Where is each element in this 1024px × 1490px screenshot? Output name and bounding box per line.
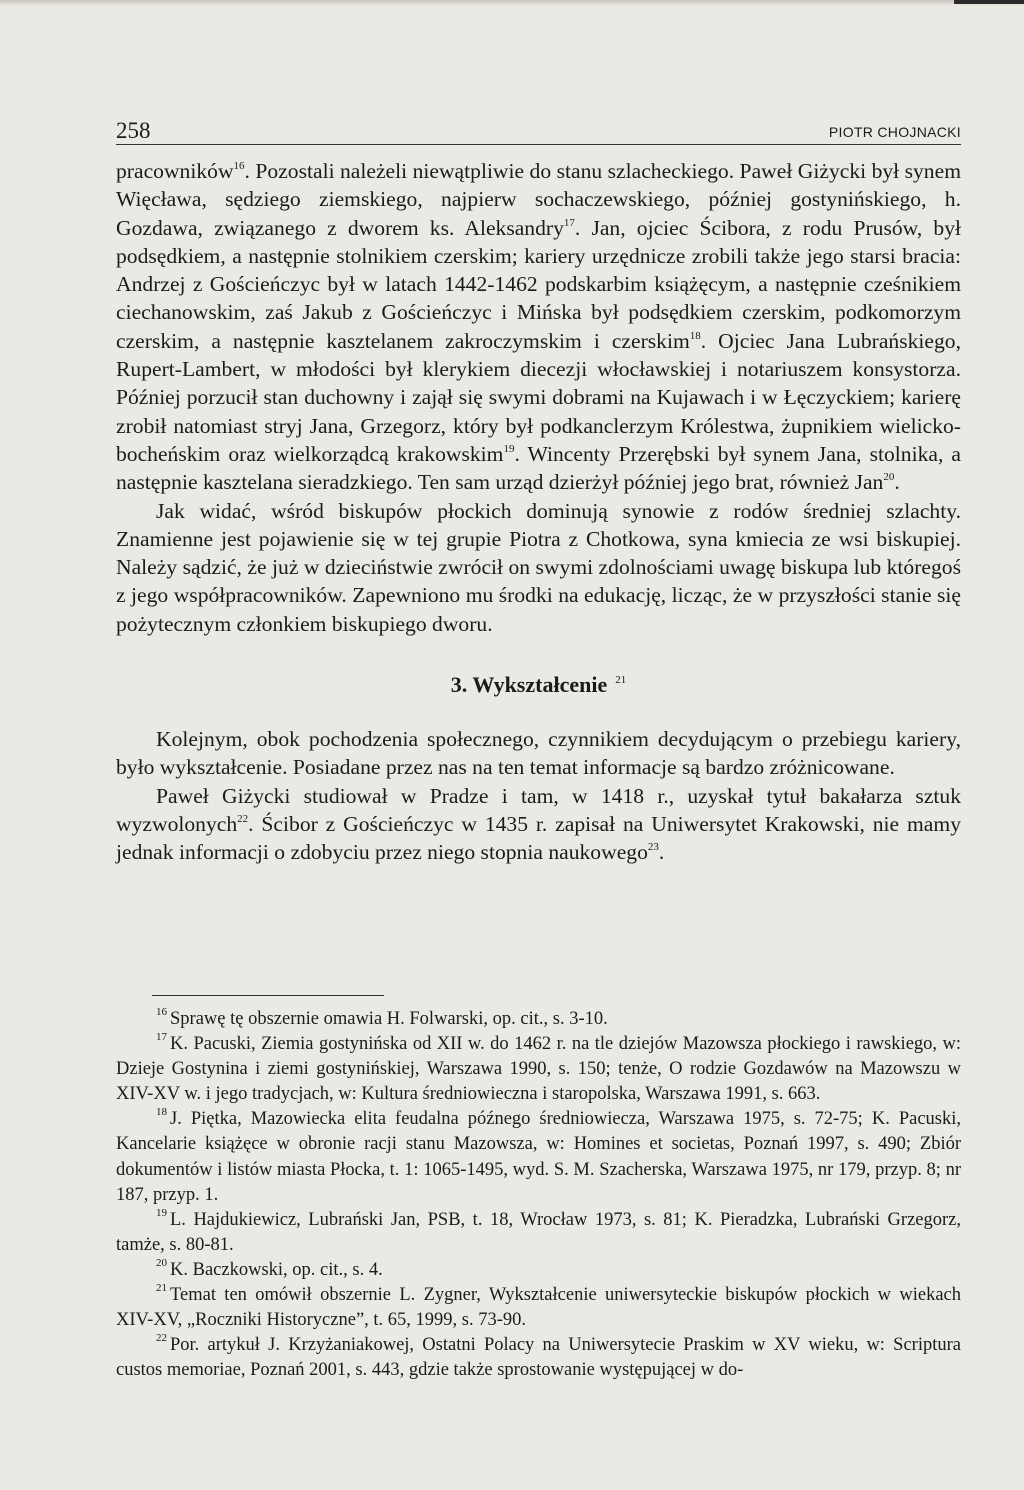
main-text [116,157,961,867]
footnote-text: J. Piętka, Mazowiecka elita feudalna późnego średniowiecza, Warszawa 1975, s. 72-75; K. Pacuski, Kancelarie książęce w obronie racji stanu Mazowsza, w: Homines et societas, Poznań 1997, s. 490; Zbiór dokumentów i listów miasta Płocka, t. 1: 1065-1495, wyd. S. M. Szacherska, Warszawa 1975, nr 179, przyp. 8; nr 187, przyp. 1. [116,1109,961,1205]
footnote-text: L. Hajdukiewicz, Lubrański Jan, PSB, t. 18, Wrocław 1973, s. 81; K. Pieradzka, Lubrański Grzegorz, tamże, s. 80-81. [116,1209,961,1255]
page-number: 258 [116,118,151,143]
footnote-number: 21 [156,1282,167,1295]
footnote-number: 16 [156,1006,167,1018]
footnote-number: 19 [156,1206,167,1219]
text-run: . [894,470,900,495]
footnote-text: K. Baczkowski, op. cit., s. 4. [170,1259,383,1280]
footnote-ref-23: 23 [647,841,659,854]
page-header [116,118,961,146]
footnote-text: Sprawę tę obszernie omawia H. Folwarski, op. cit., s. 3-10. [170,1009,608,1029]
header-rule [116,144,961,145]
footnote-ref-17: 17 [563,216,575,229]
footnote [116,1258,961,1283]
running-head: PIOTR CHOJNACKI [828,124,961,140]
paragraph-1 [116,157,961,497]
paragraph-4 [116,782,961,867]
footnote-ref-20: 20 [883,471,895,484]
section-title: 3. Wykształcenie [450,672,608,698]
footnote [116,1283,961,1333]
footnote-text: Por. artykuł J. Krzyżaniakowej, Ostatni Polacy na Uniwersytecie Praskim w XV wieku, w: Scriptura custos memoriae, Poznań 2001, s. 443, gdzie także sprostowanie występującej w do- [116,1335,961,1381]
text-run: . [658,840,665,865]
text-run: pracowników [116,159,234,183]
paragraph-2: Jak widać, wśród biskupów płockich dominują synowie z rodów średniej szlachty. Znamienne jest pojawienie się w tej grupie Piotra z Chotkowa, syna kmiecia ze wsi biskupiej. Należy sądzić, że już w dzieciństwie zwrócił on swymi zdolnościami uwagę biskupa lub któregoś z jego współpracowników. Zapewniono mu środki na edukację, licząc, że w przyszłości stanie się pożytecznym członkiem biskupiego dworu. [116,498,961,636]
text-run: Paweł Giżycki studiował w Pradze i tam, w 1418 r., uzyskał tytuł bakałarza sztuk wyzwolonych [116,783,961,836]
scan-edge-mark [954,0,1024,4]
footnotes [116,1007,961,1383]
text-run: . Wincenty Przerębski był synem Jana, stolnika, a następnie kasztelana sieradzkiego. Ten sam urząd dzierżył później jego brat, również Jan [116,441,961,495]
text-run: . Jan, ojciec Ścibora, z rodu Prusów, był podsędkiem, a następnie stolnikiem czerskim; kariery urzędnicze zrobili także jego starsi bracia: Andrzej z Gościeńczyc był w latach 1442-1462 podskarbim książęcym, a następnie cześnikiem ciechanowskim, zaś Jakub z Gościeńczyc i Mińska był podsędkiem czerskim, podkomorzym czerskim, a następnie kasztelanem zakroczymskim i czerskim [116,215,961,353]
footnote [116,1007,961,1032]
footnote [116,1107,961,1207]
text-run: . Pozostali należeli niewątpliwie do stanu szlacheckiego. Paweł Giżycki był synem Więcława, sędziego ziemskiego, najpierw sochaczewskiego, później gostynińskiego, h. Gozdawa, związanego z dworem ks. Aleksandry [116,159,961,240]
footnote-ref-21: 21 [615,674,627,687]
footnote-rule [152,995,384,996]
text-run: . Ojciec Jana Lubrańskiego, Rupert-Lambert, w młodości był klerykiem diecezji włocławskiej i notariuszem konsystorza. Później porzucił stan duchowny i zajął się swymi dobrami na Kujawach i w Łęczyckiem; karierę zrobił natomiast stryj Jana, Grzegorz, który był podkanclerzym Królestwa, żupnikiem wielicko-bocheńskim oraz wielkorządcą krakowskim [116,328,961,466]
footnote [116,1032,961,1107]
footnote [116,1333,961,1383]
section-heading [116,671,961,699]
text-run: . Ścibor z Gościeńczyc w 1435 r. zapisał na Uniwersytet Krakowski, nie mamy jednak informacji o zdobyciu przez niego stopnia naukowego [116,811,961,865]
footnote-number: 18 [156,1106,167,1119]
footnote-text: Temat ten omówił obszernie L. Zygner, Wykształcenie uniwersyteckie biskupów płockich w wiekach XIV-XV, „Roczniki Historyczne”, t. 65, 1999, s. 73-90. [116,1285,961,1331]
footnote [116,1208,961,1258]
footnote-ref-22: 22 [237,812,249,825]
footnote-ref-16: 16 [233,160,245,172]
scan-edge [0,0,1024,6]
footnote-number: 20 [156,1256,167,1269]
footnote-ref-18: 18 [689,329,701,342]
footnote-text: K. Pacuski, Ziemia gostynińska od XII w. do 1462 r. na tle dziejów Mazowsza płockiego i rawskiego, w: Dzieje Gostynina i ziemi gostynińskiej, Warszawa 1990, s. 150; tenże, O rodzie Gozdawów na Mazowszu w XIV-XV w. i jego tradycjach, w: Kultura średniowieczna i staropolska, Warszawa 1991, s. 663. [116,1034,961,1105]
footnote-number: 22 [156,1332,167,1345]
footnote-ref-19: 19 [503,442,515,455]
paragraph-3: Kolejnym, obok pochodzenia społecznego, czynnikiem decydującym o przebiegu kariery, było wykształcenie. Posiadane przez nas na ten temat informacje są bardzo zróżnicowane. [116,727,961,780]
footnote-number: 17 [156,1031,167,1044]
